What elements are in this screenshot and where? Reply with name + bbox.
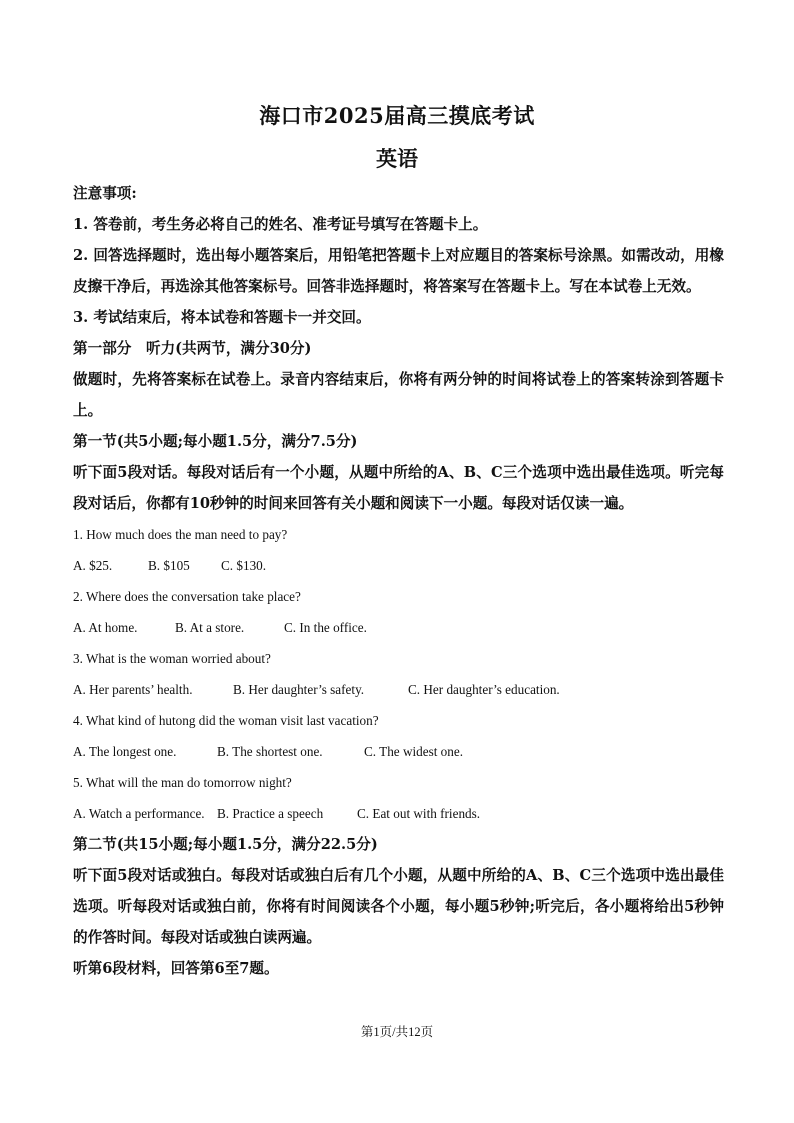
- option-a: A. The longest one.: [73, 744, 177, 759]
- exam-title: 海口市2025届高三摸底考试: [259, 103, 535, 128]
- question-stem: 2. Where does the conversation take place?: [73, 589, 301, 604]
- option-b: B. Practice a speech: [217, 806, 324, 821]
- question-stem: 4. What kind of hutong did the woman visit last vacation?: [73, 713, 379, 728]
- option-b: B. The shortest one.: [217, 744, 323, 759]
- option-c: C. Her daughter’s education.: [408, 682, 560, 697]
- question-stem: 1. How much does the man need to pay?: [73, 527, 288, 542]
- option-a: A. At home.: [73, 620, 138, 635]
- section2-instruction: 听下面5段对话或独白。每段对话或独白后有几个小题，从题中所给的A、B、C三个选项中选出最佳选项。听每段对话或独白前，你将有时间阅读各个小题，每小题5秒钟;听完后，各小题将给出5秒钟的作答时间。每段对话或独白读两遍。: [73, 867, 724, 946]
- option-a: A. Watch a performance.: [73, 806, 205, 821]
- section1-instruction: 听下面5段对话。每段对话后有一个小题，从题中所给的A、B、C三个选项中选出最佳选项。听完每段对话后，你都有10秒钟的时间来回答有关小题和阅读下一小题。每段对话仅读一遍。: [73, 464, 724, 512]
- option-a: A. Her parents’ health.: [73, 682, 193, 697]
- question-stem: 3. What is the woman worried about?: [73, 651, 271, 666]
- page-footer: 第1页/共12页: [360, 1025, 434, 1039]
- section1-heading: 第一节(共5小题;每小题1.5分，满分7.5分): [73, 433, 358, 450]
- option-c: C. Eat out with friends.: [357, 806, 481, 821]
- option-c: C. In the office.: [284, 620, 367, 635]
- section2-heading: 第二节(共15小题;每小题1.5分，满分22.5分): [73, 836, 378, 853]
- option-a: A. $25.: [73, 558, 113, 573]
- option-b: B. $105: [148, 558, 190, 573]
- option-b: B. At a store.: [175, 620, 245, 635]
- notice-item-2: 2. 回答选择题时，选出每小题答案后，用铅笔把答题卡上对应题目的答案标号涂黑。如需改动，用橡皮擦干净后，再选涂其他答案标号。回答非选择题时，将答案写在答题卡上。写在本试卷上无效。: [73, 247, 724, 295]
- notice-heading: 注意事项:: [73, 185, 137, 202]
- part1-instruction: 做题时，先将答案标在试卷上。录音内容结束后，你将有两分钟的时间将试卷上的答案转涂到答题卡上。: [73, 371, 724, 419]
- part1-heading: 第一部分 听力(共两节，满分30分): [73, 340, 312, 357]
- section2-material: 听第6段材料，回答第6至7题。: [73, 960, 279, 977]
- question-options: [73, 612, 724, 643]
- question-options: [73, 798, 724, 829]
- question-options: [73, 550, 724, 581]
- question-options: [73, 674, 724, 705]
- notice-item-3: 3. 考试结束后，将本试卷和答题卡一并交回。: [73, 309, 371, 326]
- exam-content: [73, 178, 724, 984]
- question-options: [73, 736, 724, 767]
- notice-item-1: 1. 答卷前，考生务必将自己的姓名、准考证号填写在答题卡上。: [73, 216, 488, 233]
- subject-title: 英语: [376, 146, 418, 171]
- option-b: B. Her daughter’s safety.: [233, 682, 365, 697]
- option-c: C. $130.: [221, 558, 267, 573]
- question-stem: 5. What will the man do tomorrow night?: [73, 775, 292, 790]
- option-c: C. The widest one.: [364, 744, 464, 759]
